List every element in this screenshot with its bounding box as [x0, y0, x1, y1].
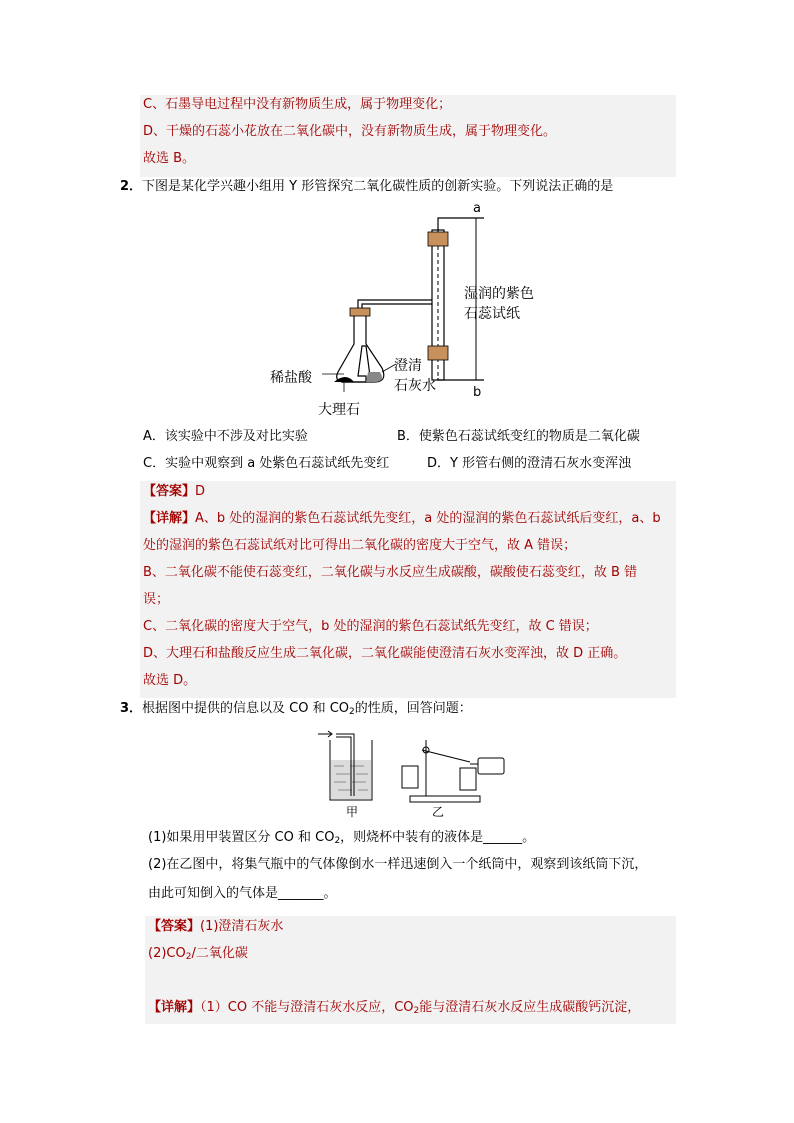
label-limewater-1: 澄清 [394, 358, 422, 374]
q3-sub1 [148, 829, 535, 850]
answer2-post: /二氧化碳 [191, 946, 248, 961]
label-marble: 大理石 [318, 402, 360, 418]
bottom-stopper [428, 346, 448, 360]
label-test-paper-2: 石蕊试纸 [464, 306, 520, 322]
q3-number: 3． [120, 701, 143, 716]
y-tube [337, 314, 384, 382]
detail-tag: 【详解】 [148, 1000, 201, 1015]
y-tube-stopper [350, 308, 370, 316]
label-limewater-2: 石灰水 [394, 378, 436, 394]
q2-number: 2． [120, 179, 143, 194]
answer2-sub: 2 [185, 952, 192, 962]
q3-stem [142, 700, 472, 721]
q3-answer-2 [148, 945, 248, 966]
detail-post: 能与澄清石灰水反应生成碳酸钙沉淀， [419, 1000, 641, 1015]
label-jia: 甲 [346, 805, 359, 819]
limewater-liquid [366, 372, 382, 382]
q2-option-b[interactable]: B．使紫色石蕊试纸变红的物质是二氧化碳 [397, 429, 640, 444]
sub1-sub: 2 [334, 836, 341, 846]
top-stopper [428, 232, 448, 246]
apparatus-figure [310, 722, 510, 820]
q3-sub2-line2: 由此可知倒入的气体是_______。 [148, 886, 337, 901]
answer-tag: 【答案】 [148, 919, 201, 934]
q2-option-d[interactable]: D．Y 形管右侧的澄清石灰水变浑浊 [427, 456, 632, 471]
label-hydrochloric-acid: 稀盐酸 [270, 370, 312, 386]
stem-pre: 根据图中提供的信息以及 CO 和 CO [142, 701, 350, 716]
label-b: b [473, 385, 482, 400]
answer2-pre: (2)CO [148, 946, 186, 961]
q2-detail-4: 误； [143, 592, 170, 607]
sub1-post: ，则烧杯中装有的液体是______。 [340, 830, 536, 845]
q1-option-c-explanation: C、石墨导电过程中没有新物质生成，属于物理变化； [143, 97, 452, 112]
q2-detail-3: B、二氧化碳不能使石蕊变红，二氧化碳与水反应生成碳酸，碳酸使石蕊变红，故 B 错 [143, 565, 638, 580]
q3-sub2-line1: (2)在乙图中，将集气瓶中的气体像倒水一样迅速倒入一个纸筒中，观察到该纸筒下沉， [148, 857, 648, 872]
detail-sub: 2 [413, 1006, 420, 1016]
q3-answer-1 [148, 918, 283, 936]
q2-detail-6: D、大理石和盐酸反应生成二氧化碳，二氧化碳能使澄清石灰水变浑浊，故 D 正确。 [143, 646, 627, 661]
q1-option-d-explanation: D、干燥的石蕊小花放在二氧化碳中，没有新物质生成，属于物理变化。 [143, 124, 557, 139]
paper-cylinders [402, 766, 476, 790]
q2-conclusion: 故选 D。 [143, 673, 197, 688]
label-test-paper-1: 湿润的紫色 [464, 286, 534, 302]
q2-detail-1 [143, 510, 661, 528]
q2-option-c[interactable]: C．实验中观察到 a 处紫色石蕊试纸先变红 [143, 456, 390, 471]
detail-text: A、b 处的湿润的紫色石蕊试纸先变红，a 处的湿润的紫色石蕊试纸后变红，a、b [195, 511, 661, 526]
gas-arrow [318, 731, 332, 737]
q2-detail-5: C、二氧化碳的密度大于空气，b 处的湿润的紫色石蕊试纸先变红，故 C 错误； [143, 619, 598, 634]
label-yi: 乙 [432, 805, 445, 819]
stem-post: 的性质，回答问题： [354, 701, 472, 716]
label-a: a [473, 201, 481, 216]
gas-bottle [470, 758, 504, 774]
stem-sub: 2 [349, 707, 355, 717]
stand-yi [410, 740, 480, 802]
q2-detail-2: 处的湿润的紫色石蕊试纸对比可得出二氧化碳的密度大于空气，故 A 错误； [143, 538, 577, 553]
q1-conclusion: 故选 B。 [143, 151, 196, 166]
answer-value: D [195, 484, 206, 499]
detail-tag: 【详解】 [143, 511, 196, 526]
q2-stem: 下图是某化学兴趣小组用 Y 形管探究二氧化碳性质的创新实验。下列说法正确的是 [142, 179, 614, 194]
q2-option-a[interactable]: A．该实验中不涉及对比实验 [143, 429, 308, 444]
detail-pre: （1）CO 不能与澄清石灰水反应，CO [200, 1000, 414, 1015]
connecting-tube [358, 300, 432, 308]
y-tube-figure [262, 196, 552, 422]
sub1-pre: (1)如果用甲装置区分 CO 和 CO [148, 830, 335, 845]
q3-detail [148, 999, 640, 1020]
answer-tag: 【答案】 [143, 484, 196, 499]
q2-answer [143, 483, 205, 501]
answer1-text: (1)澄清石灰水 [200, 919, 284, 934]
